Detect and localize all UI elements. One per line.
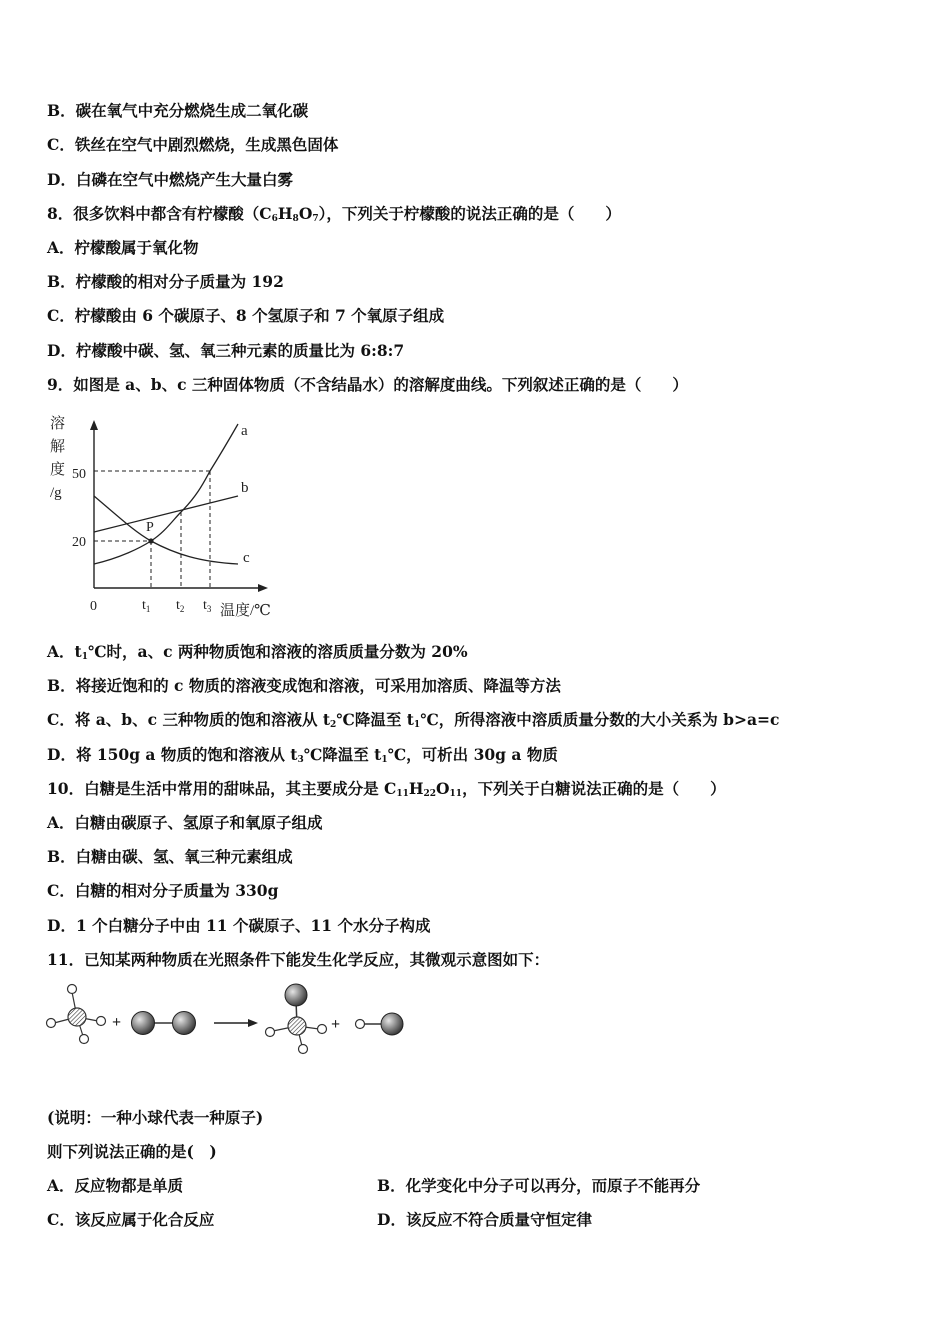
q11-ask: 则下列说法正确的是( ) — [47, 1142, 217, 1161]
product-molecule-2 — [356, 1013, 404, 1035]
q10-option-b: B．白糖由碳、氢、氧三种元素组成 — [47, 847, 293, 866]
q11-option-d: D．该反应不符合质量守恒定律 — [377, 1210, 592, 1229]
q7-option-c: C．铁丝在空气中剧烈燃烧，生成黑色固体 — [47, 135, 339, 154]
q9-stem: 9．如图是 a、b、c 三种固体物质（不含结晶水）的溶解度曲线。下列叙述正确的是（ ） — [47, 375, 688, 394]
chart-ylabel-4: /g — [50, 485, 62, 501]
reactant-molecule-1 — [47, 985, 106, 1044]
q8-stem: 8．很多饮料中都含有柠檬酸$(C_6H_8O_7)$，下列关于柠檬酸的说法正确的是（ ） — [47, 204, 621, 224]
curve-a-label: a — [241, 423, 248, 439]
plus-sign-1: + — [112, 1014, 122, 1031]
q11-note: (说明：一种小球代表一种原子) — [47, 1108, 264, 1127]
reaction-micro-diagram — [40, 980, 420, 1060]
q9-option-b: B．将接近饱和的 c 物质的溶液变成饱和溶液，可采用加溶质、降温等方法 — [47, 676, 561, 695]
chart-t1-label: $t_1$ — [142, 598, 151, 614]
q11-option-a: A．反应物都是单质 — [47, 1176, 184, 1195]
chart-y-arrow — [90, 420, 98, 430]
curve-a — [94, 424, 238, 564]
q8-option-d: D．柠檬酸中碳、氢、氧三种元素的质量比为 6:8:7 — [47, 341, 405, 360]
chart-ylabel-2: 解 — [50, 439, 66, 455]
q7-option-b: B．碳在氧气中充分燃烧生成二氧化碳 — [47, 101, 309, 120]
chart-origin-label: 0 — [90, 599, 97, 614]
chart-xlabel: 温度/℃ — [220, 603, 271, 619]
chart-ylabel-3: 度 — [50, 462, 66, 478]
q7-option-d: D．白磷在空气中燃烧产生大量白雾 — [47, 170, 293, 189]
chart-ylabel-1: 溶 — [50, 416, 66, 432]
plus-sign-2: + — [331, 1016, 341, 1033]
curve-b-label: b — [241, 480, 249, 496]
chart-y50-label: 50 — [72, 467, 86, 482]
product-molecule-1 — [266, 984, 327, 1054]
curve-c-label: c — [243, 550, 250, 566]
q11-option-b: B．化学变化中分子可以再分，而原子不能再分 — [377, 1176, 701, 1195]
q8-option-c: C．柠檬酸由 6 个碳原子、8 个氢原子和 7 个氧原子组成 — [47, 306, 445, 325]
q10-option-a: A．白糖由碳原子、氢原子和氧原子组成 — [47, 813, 323, 832]
q11-stem: 11．已知某两种物质在光照条件下能发生化学反应，其微观示意图如下： — [47, 950, 550, 969]
q8-option-a: A．柠檬酸属于氧化物 — [47, 238, 199, 257]
chart-t3-label: $t_3$ — [203, 598, 212, 614]
curve-c — [94, 496, 238, 564]
q10-option-d: D．1 个白糖分子中由 11 个碳原子、11 个水分子构成 — [47, 916, 431, 935]
chart-t2-label: $t_2$ — [176, 598, 185, 614]
chart-x-arrow — [258, 584, 268, 592]
q10-stem: 10．白糖是生活中常用的甜味品，其主要成分是 $C_{11}H_{22}O_{11}$，下列关于白糖说法正确的是（ ） — [47, 779, 726, 799]
q11-option-c: C．该反应属于化合反应 — [47, 1210, 215, 1229]
q9-option-c: C．将 a、b、c 三种物质的饱和溶液从 $t_2℃$降温至 $t_1℃$，所得溶液中溶质质量分数的大小关系为 b>a=c — [47, 710, 780, 730]
q9-option-a: A．$t_1℃$时，a、c 两种物质饱和溶液的溶质质量分数为 20% — [47, 642, 468, 662]
chart-y20-label: 20 — [72, 535, 86, 550]
reactant-molecule-2 — [132, 1012, 196, 1035]
q10-option-c: C．白糖的相对分子质量为 330g — [47, 881, 279, 900]
q8-option-b: B．柠檬酸的相对分子质量为 192 — [47, 272, 284, 291]
q9-option-d: D．将 150g a 物质的饱和溶液从 $t_3℃$降温至 $t_1℃$，可析出 30g a 物质 — [47, 745, 558, 765]
point-p-label: P — [146, 520, 154, 535]
point-p — [148, 538, 153, 543]
solubility-curve-chart — [40, 408, 290, 623]
